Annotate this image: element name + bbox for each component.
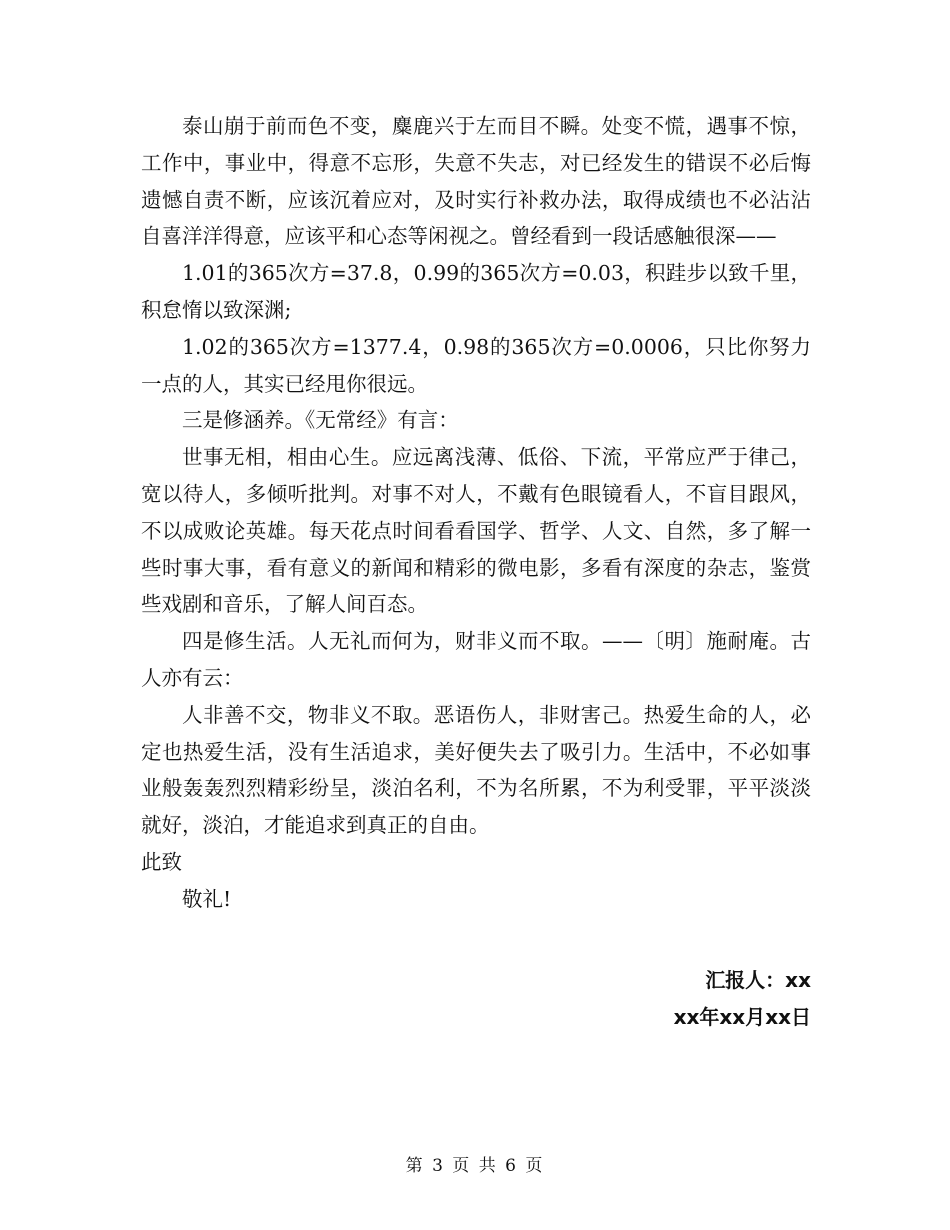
document-body (141, 108, 811, 918)
closing-salutation: 此致 (141, 849, 182, 874)
signature-reporter: 汇报人：xx (705, 968, 811, 992)
closing-respect: 敬礼! (182, 886, 232, 911)
signature-date: xx年xx月xx日 (673, 1005, 811, 1029)
paragraph-cultivation-heading: 三是修涵养。《无常经》有言： (182, 408, 459, 433)
paragraph-life-heading: 四是修生活。人无礼而何为，财非义而不取。——〔明〕施耐庵。古人亦有云： (141, 629, 811, 690)
page-footer: 第 3 页 共 6 页 (405, 1156, 545, 1176)
paragraph-formula-102: 1.02的365次方=1377.4，0.98的365次方=0.0006，只比你努力一点的人，其实已经甩你很远。 (141, 334, 811, 396)
paragraph-life-body: 人非善不交，物非义不取。恶语伤人，非财害己。热爱生命的人，必定也热爱生活，没有生活追求，美好便失去了吸引力。生活中，不必如事业般轰轰烈烈精彩纷呈，淡泊名利，不为名所累，不为利受罪，平平淡淡就好，淡泊，才能追求到真正的自由。 (141, 702, 811, 838)
paragraph-formula-101: 1.01的365次方=37.8，0.99的365次方=0.03，积跬步以致千里，积怠惰以致深渊; (141, 261, 811, 322)
paragraph-cultivation-body: 世事无相，相由心生。应远离浅薄、低俗、下流，平常应严于律己，宽以待人，多倾听批判。对事不对人，不戴有色眼镜看人，不盲目跟风，不以成败论英雄。每天花点时间看看国学、哲学、人文、自然，多了解一些时事大事，看有意义的新闻和精彩的微电影，多看有深度的杂志，鉴赏些戏剧和音乐，了解人间百态。 (141, 445, 811, 617)
paragraph-composure: 泰山崩于前而色不变，麋鹿兴于左而目不瞬。处变不慌，遇事不惊，工作中，事业中，得意不忘形，失意不失志，对已经发生的错误不必后悔遗憾自责不断，应该沉着应对，及时实行补救办法，取得成绩也不必沾沾自喜洋洋得意，应该平和心态等闲视之。曾经看到一段话感触很深—— (141, 114, 811, 249)
